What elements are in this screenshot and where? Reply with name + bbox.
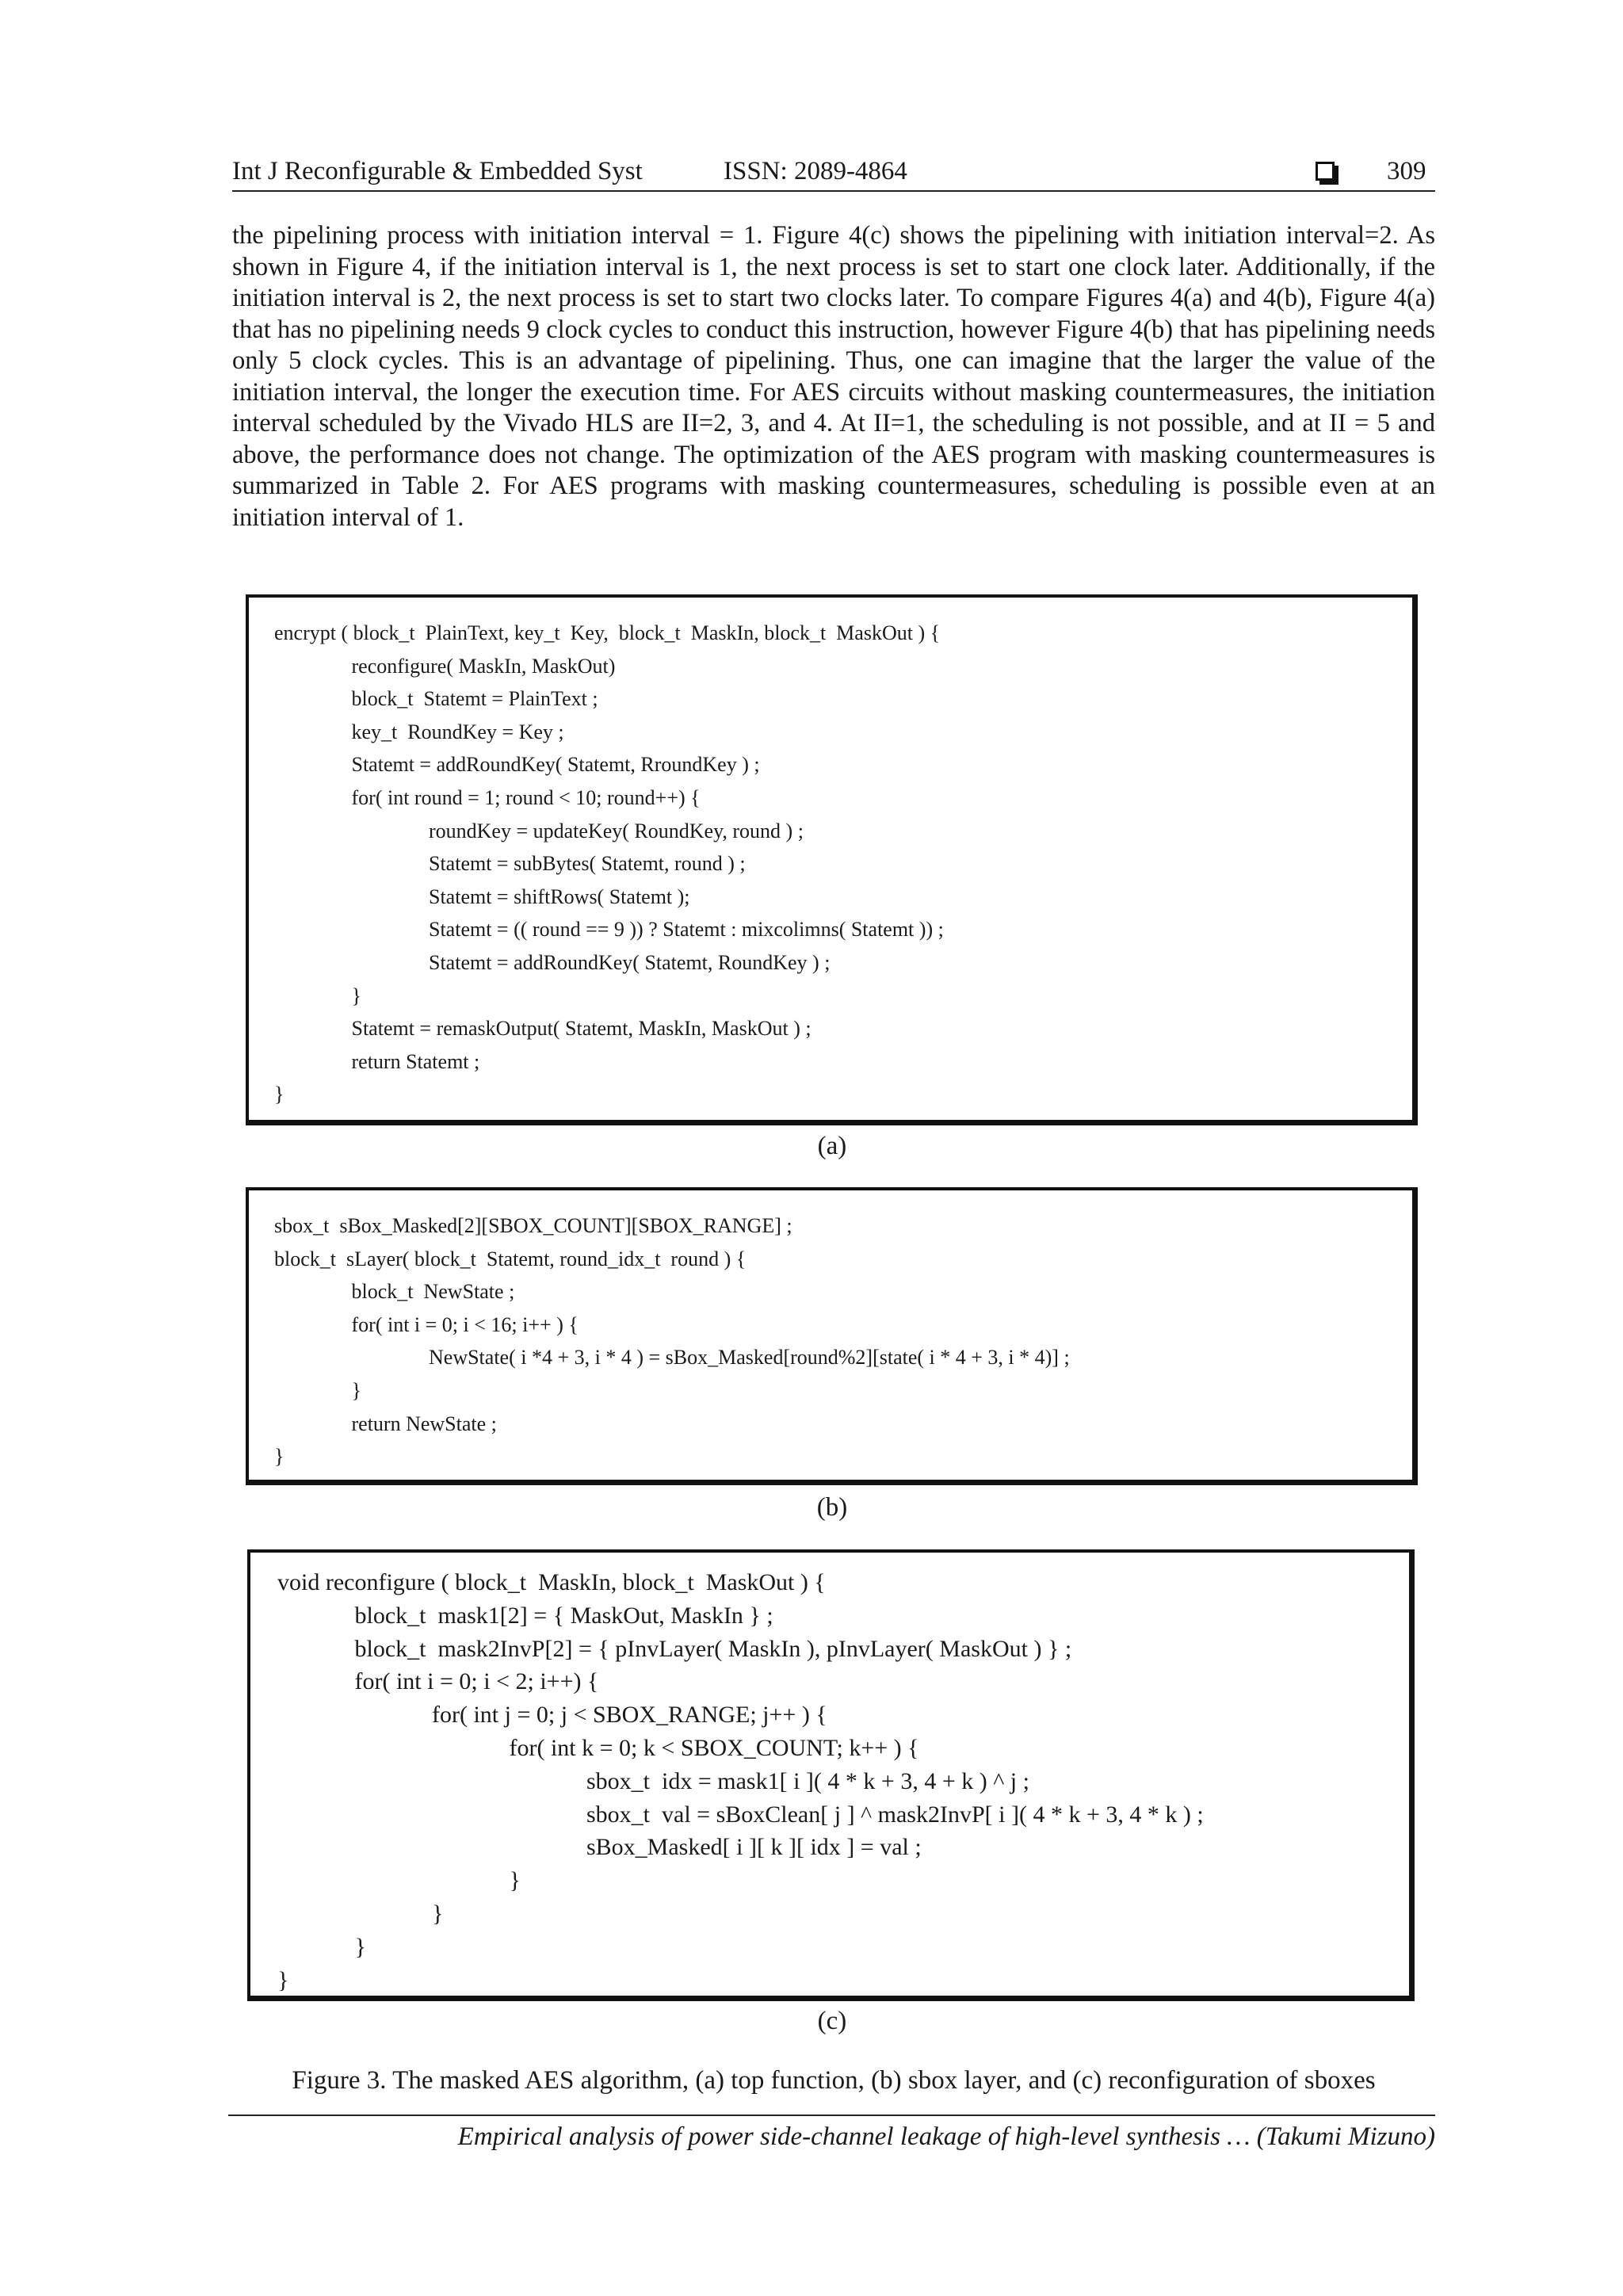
code-line: for( int j = 0; j < SBOX_RANGE; j++ ) {	[277, 1702, 827, 1729]
code-line: sbox_t sBox_Masked[2][SBOX_COUNT][SBOX_RANGE] ;	[274, 1214, 792, 1237]
code-line: Statemt = subBytes( Statemt, round ) ;	[274, 852, 746, 876]
code-line: }	[274, 1083, 285, 1106]
code-line: for( int k = 0; k < SBOX_COUNT; k++ ) {	[277, 1734, 919, 1761]
code-line: block_t NewState ;	[274, 1280, 515, 1304]
code-line: return Statemt ;	[274, 1049, 480, 1073]
code-line: }	[274, 1445, 285, 1469]
code-line: return NewState ;	[274, 1412, 497, 1435]
page-number: 309	[1387, 157, 1426, 185]
code-listing-sbox-layer	[246, 1187, 1418, 1485]
subfigure-label-b: (b)	[816, 1493, 848, 1522]
code-line: roundKey = updateKey( RoundKey, round ) ;	[274, 819, 804, 842]
issn-label: ISSN: 2089-4864	[724, 157, 907, 185]
code-line: sbox_t val = sBoxClean[ j ] ^ mask2InvP[ i ]( 4 * k + 3, 4 * k ) ;	[277, 1801, 1204, 1828]
code-line: Statemt = addRoundKey( Statemt, RroundKey ) ;	[274, 753, 760, 777]
code-line: }	[277, 1900, 444, 1927]
code-line: block_t mask2InvP[2] = { pInvLayer( MaskIn ), pInvLayer( MaskOut ) } ;	[277, 1635, 1072, 1662]
code-line: sbox_t idx = mask1[ i ]( 4 * k + 3, 4 + k ) ^ j ;	[277, 1767, 1029, 1794]
code-line: encrypt ( block_t PlainText, key_t Key, block_t MaskIn, block_t MaskOut ) {	[274, 621, 941, 644]
code-line: reconfigure( MaskIn, MaskOut)	[274, 654, 616, 678]
code-lines	[277, 1566, 1204, 1996]
code-line: block_t Statemt = PlainText ;	[274, 687, 598, 711]
body-paragraph: the pipelining process with initiation interval = 1. Figure 4(c) shows the pipelining with initiation interval=2. As shown in Figure 4, if the initiation interval is 1, the next process is set to start one clock later. Additionally, if the initiation interval is 2, the next process is set to start two clocks later. To compare Figures 4(a) and 4(b), Figure 4(a) that has no pipelining needs 9 clock cycles to conduct this instruction, however Figure 4(b) that has pipelining needs only 5 clock cycles. This is an advantage of pipelining. Thus, one can imagine that the larger the value of the initiation interval, the longer the execution time. For AES circuits without masking countermeasures, the initiation interval scheduled by the Vivado HLS are II=2, 3, and 4. At II=1, the scheduling is not possible, and at II = 5 and above, the performance does not change. The optimization of the AES program with masking countermeasures is summarized in Table 2. For AES programs with masking countermeasures, scheduling is possible even at an initiation interval of 1.	[232, 221, 1435, 532]
code-line: }	[274, 1378, 361, 1402]
code-line: void reconfigure ( block_t MaskIn, block_t MaskOut ) {	[277, 1569, 826, 1595]
code-line: key_t RoundKey = Key ;	[274, 720, 564, 743]
code-line: for( int i = 0; i < 16; i++ ) {	[274, 1312, 579, 1336]
code-line: NewState( i *4 + 3, i * 4 ) = sBox_Masked[round%2][state( i * 4 + 3, i * 4)] ;	[274, 1346, 1070, 1370]
code-line: for( int round = 1; round < 10; round++) {	[274, 785, 701, 809]
running-footer: Empirical analysis of power side-channel leakage of high-level synthesis … (Takumi Mizuno)	[457, 2122, 1435, 2151]
code-line: Statemt = (( round == 9 )) ? Statemt : mixcolimns( Statemt )) ;	[274, 918, 944, 942]
subfigure-label-c: (c)	[817, 2007, 847, 2035]
code-line: sBox_Masked[ i ][ k ][ idx ] = val ;	[277, 1834, 922, 1861]
code-line: }	[274, 984, 361, 1007]
code-listing-reconfigure	[247, 1549, 1415, 2001]
code-lines	[274, 1209, 1070, 1473]
code-lines	[274, 617, 944, 1111]
subfigure-label-a: (a)	[817, 1132, 847, 1160]
code-line: block_t mask1[2] = { MaskOut, MaskIn } ;	[277, 1602, 773, 1629]
code-line: }	[277, 1933, 366, 1960]
header-rule	[232, 190, 1435, 192]
footer-rule	[228, 2115, 1435, 2116]
code-line: }	[277, 1966, 289, 1993]
square-bullet-icon	[1316, 162, 1335, 181]
code-line: }	[277, 1867, 521, 1894]
journal-name: Int J Reconfigurable & Embedded Syst	[232, 157, 643, 185]
code-line: Statemt = addRoundKey( Statemt, RoundKey ) ;	[274, 950, 831, 974]
code-line: block_t sLayer( block_t Statemt, round_idx_t round ) {	[274, 1247, 747, 1270]
code-line: Statemt = shiftRows( Statemt );	[274, 884, 690, 908]
code-line: Statemt = remaskOutput( Statemt, MaskIn, MaskOut ) ;	[274, 1017, 812, 1041]
code-line: for( int i = 0; i < 2; i++) {	[277, 1668, 599, 1695]
code-listing-top-function	[246, 594, 1418, 1125]
figure-caption: Figure 3. The masked AES algorithm, (a) top function, (b) sbox layer, and (c) reconfiguration of sboxes	[292, 2066, 1376, 2095]
